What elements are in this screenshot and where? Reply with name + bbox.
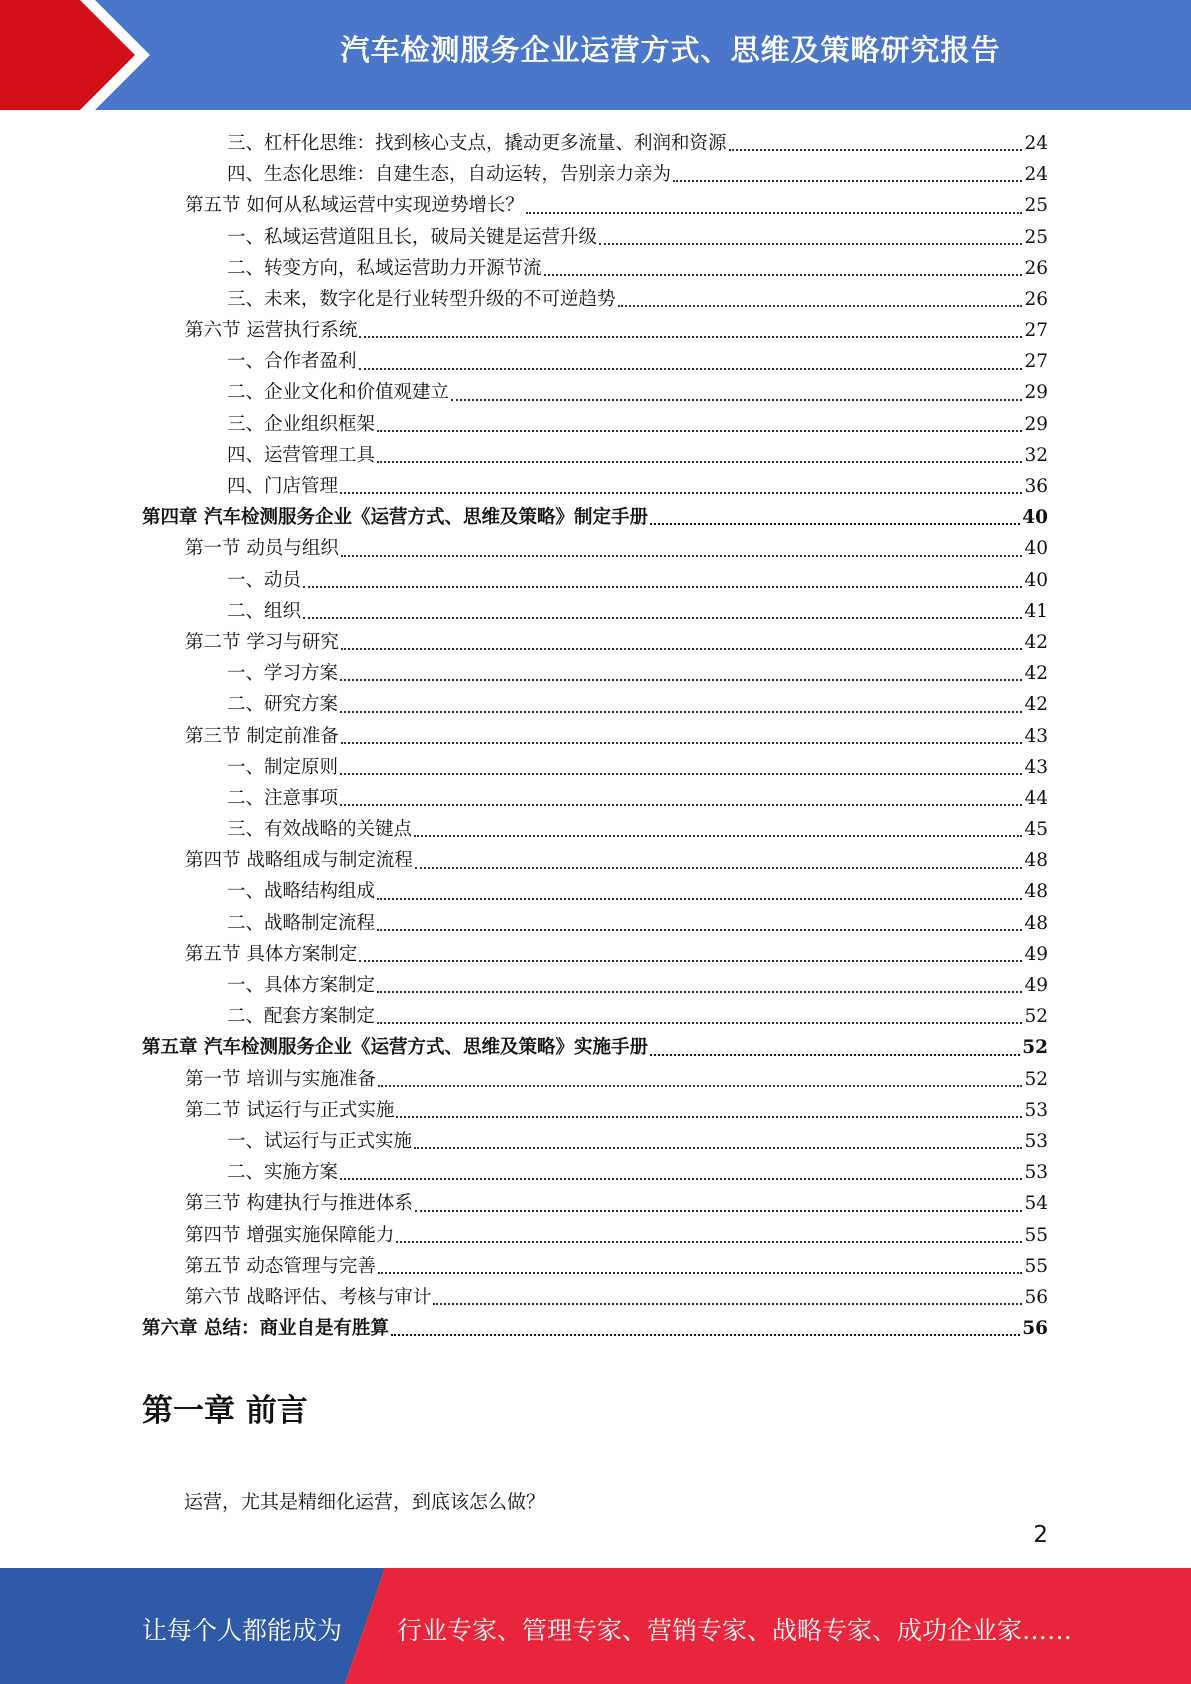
toc-chapter-entry[interactable]	[142, 1313, 1048, 1344]
toc-entry-title: 二、配套方案制定	[227, 1006, 376, 1028]
toc-entry-title: 第五节 如何从私域运营中实现逆势增长？	[185, 195, 524, 217]
toc-page-number: 27	[1024, 351, 1048, 373]
toc-subsection-entry[interactable]	[142, 128, 1048, 159]
toc-dot-leader	[359, 368, 1023, 370]
toc-dot-leader	[650, 523, 1020, 525]
toc-entry-title: 四、运营管理工具	[227, 444, 376, 466]
toc-page-number: 49	[1024, 943, 1048, 965]
toc-entry-title: 第六章 总结：商业自是有胜算	[142, 1318, 389, 1340]
toc-page-number: 56	[1024, 1286, 1048, 1308]
toc-dot-leader	[359, 336, 1022, 338]
toc-subsection-entry[interactable]	[142, 596, 1048, 627]
toc-subsection-entry[interactable]	[142, 877, 1048, 908]
toc-entry-title: 第三节 构建执行与推进体系	[185, 1193, 413, 1215]
toc-dot-leader	[396, 1116, 1022, 1118]
toc-page-number: 43	[1024, 756, 1048, 778]
footer-slogan-right: 行业专家、管理专家、营销专家、战略专家、成功企业家……	[397, 1616, 1073, 1645]
toc-section-entry[interactable]	[142, 627, 1048, 658]
toc-entry-title: 二、组织	[227, 600, 302, 622]
toc-dot-leader	[673, 180, 1022, 182]
toc-entry-title: 一、战略结构组成	[227, 881, 376, 903]
toc-dot-leader	[378, 1085, 1023, 1087]
chevron-arrow-icon	[0, 0, 160, 110]
toc-subsection-entry[interactable]	[142, 253, 1048, 284]
toc-chapter-entry[interactable]	[142, 502, 1048, 533]
toc-dot-leader	[341, 555, 1023, 557]
toc-page-number: 42	[1024, 694, 1048, 716]
toc-dot-leader	[340, 804, 1022, 806]
toc-page-number: 29	[1024, 382, 1048, 404]
toc-page-number: 40	[1022, 507, 1048, 529]
toc-section-entry[interactable]	[142, 1220, 1048, 1251]
toc-dot-leader	[303, 586, 1022, 588]
toc-dot-leader	[340, 1178, 1022, 1180]
toc-subsection-entry[interactable]	[142, 159, 1048, 190]
toc-subsection-entry[interactable]	[142, 346, 1048, 377]
toc-chapter-entry[interactable]	[142, 1032, 1048, 1063]
toc-subsection-entry[interactable]	[142, 440, 1048, 471]
toc-dot-leader	[650, 1054, 1020, 1056]
toc-dot-leader	[729, 149, 1023, 151]
toc-dot-leader	[415, 867, 1023, 869]
toc-section-entry[interactable]	[142, 1188, 1048, 1219]
toc-dot-leader	[378, 1272, 1023, 1274]
toc-entry-title: 三、企业组织框架	[227, 413, 376, 435]
toc-entry-title: 第六节 战略评估、考核与审计	[185, 1286, 432, 1308]
toc-entry-title: 一、具体方案制定	[227, 975, 376, 997]
toc-page-number: 53	[1024, 1130, 1048, 1152]
toc-entry-title: 第二节 学习与研究	[185, 631, 339, 653]
toc-dot-leader	[544, 274, 1023, 276]
toc-page-number: 25	[1024, 226, 1048, 248]
toc-entry-title: 第五章 汽车检测服务企业《运营方式、思维及策略》实施手册	[142, 1037, 648, 1059]
chapter-heading: 第一章 前言	[142, 1393, 308, 1429]
toc-page-number: 49	[1024, 975, 1048, 997]
toc-dot-leader	[377, 1022, 1022, 1024]
toc-subsection-entry[interactable]	[142, 1126, 1048, 1157]
toc-dot-leader	[396, 1241, 1022, 1243]
toc-entry-title: 第一节 培训与实施准备	[185, 1068, 376, 1090]
toc-section-entry[interactable]	[142, 845, 1048, 876]
document-title: 汽车检测服务企业运营方式、思维及策略研究报告	[340, 33, 1001, 67]
toc-page-number: 56	[1022, 1318, 1048, 1340]
toc-entry-title: 第五节 动态管理与完善	[185, 1255, 376, 1277]
toc-page-number: 52	[1024, 1006, 1048, 1028]
header-banner	[0, 0, 1191, 110]
toc-dot-leader	[618, 305, 1023, 307]
toc-subsection-entry[interactable]	[142, 908, 1048, 939]
toc-dot-leader	[340, 679, 1022, 681]
toc-entry-title: 三、有效战略的关键点	[227, 819, 413, 841]
toc-subsection-entry[interactable]	[142, 658, 1048, 689]
toc-entry-title: 一、制定原则	[227, 756, 339, 778]
toc-dot-leader	[340, 773, 1022, 775]
toc-page-number: 55	[1024, 1255, 1048, 1277]
toc-page-number: 40	[1024, 538, 1048, 560]
toc-page-number: 55	[1024, 1224, 1048, 1246]
toc-dot-leader	[377, 898, 1022, 900]
toc-section-entry[interactable]	[142, 721, 1048, 752]
toc-page-number: 48	[1024, 881, 1048, 903]
toc-subsection-entry[interactable]	[142, 284, 1048, 315]
toc-page-number: 26	[1024, 288, 1048, 310]
toc-section-entry[interactable]	[142, 533, 1048, 564]
toc-entry-title: 第五节 具体方案制定	[185, 943, 358, 965]
toc-page-number: 43	[1024, 725, 1048, 747]
toc-page-number: 44	[1024, 787, 1048, 809]
toc-dot-leader	[391, 1334, 1020, 1336]
toc-subsection-entry[interactable]	[142, 752, 1048, 783]
toc-subsection-entry[interactable]	[142, 1001, 1048, 1032]
toc-dot-leader	[303, 617, 1022, 619]
toc-subsection-entry[interactable]	[142, 783, 1048, 814]
toc-dot-leader	[414, 835, 1022, 837]
toc-section-entry[interactable]	[142, 939, 1048, 970]
toc-entry-title: 一、学习方案	[227, 663, 339, 685]
toc-page-number: 40	[1024, 569, 1048, 591]
toc-dot-leader	[526, 212, 1023, 214]
toc-entry-title: 第二节 试运行与正式实施	[185, 1099, 395, 1121]
toc-entry-title: 四、生态化思维：自建生态，自动运转，告别亲力亲为	[227, 164, 672, 186]
toc-dot-leader	[451, 399, 1022, 401]
toc-entry-title: 三、杠杆化思维：找到核心支点，撬动更多流量、利润和资源	[227, 132, 727, 154]
toc-dot-leader	[341, 742, 1023, 744]
toc-page-number: 53	[1024, 1162, 1048, 1184]
toc-entry-title: 第四节 战略组成与制定流程	[185, 850, 413, 872]
toc-page-number: 41	[1024, 600, 1048, 622]
toc-section-entry[interactable]	[142, 190, 1048, 221]
toc-dot-leader	[377, 430, 1022, 432]
toc-dot-leader	[359, 960, 1022, 962]
toc-page-number: 45	[1024, 819, 1048, 841]
toc-section-entry[interactable]	[142, 1282, 1048, 1313]
toc-dot-leader	[377, 461, 1022, 463]
toc-page-number: 42	[1024, 663, 1048, 685]
toc-dot-leader	[340, 492, 1022, 494]
toc-dot-leader	[377, 929, 1022, 931]
toc-entry-title: 四、门店管理	[227, 476, 339, 498]
toc-entry-title: 第三节 制定前准备	[185, 725, 339, 747]
toc-entry-title: 一、合作者盈利	[227, 351, 357, 373]
toc-entry-title: 二、研究方案	[227, 694, 339, 716]
toc-entry-title: 第四节 增强实施保障能力	[185, 1224, 395, 1246]
toc-page-number: 48	[1024, 912, 1048, 934]
toc-entry-title: 二、转变方向，私域运营助力开源节流	[227, 257, 542, 279]
toc-dot-leader	[414, 1147, 1022, 1149]
toc-section-entry[interactable]	[142, 315, 1048, 346]
toc-dot-leader	[377, 991, 1022, 993]
toc-entry-title: 三、未来，数字化是行业转型升级的不可逆趋势	[227, 288, 616, 310]
toc-entry-title: 二、企业文化和价值观建立	[227, 382, 450, 404]
toc-entry-title: 一、动员	[227, 569, 302, 591]
toc-dot-leader	[433, 1303, 1022, 1305]
toc-page-number: 26	[1024, 257, 1048, 279]
toc-subsection-entry[interactable]	[142, 409, 1048, 440]
toc-dot-leader	[341, 648, 1023, 650]
toc-entry-title: 第四章 汽车检测服务企业《运营方式、思维及策略》制定手册	[142, 507, 648, 529]
toc-page-number: 42	[1024, 631, 1048, 653]
toc-page-number: 27	[1024, 320, 1048, 342]
toc-page-number: 53	[1024, 1099, 1048, 1121]
toc-entry-title: 第六节 运营执行系统	[185, 320, 358, 342]
toc-subsection-entry[interactable]	[142, 378, 1048, 409]
toc-section-entry[interactable]	[142, 1251, 1048, 1282]
toc-section-entry[interactable]	[142, 1095, 1048, 1126]
toc-page-number: 48	[1024, 850, 1048, 872]
toc-page-number: 52	[1022, 1037, 1048, 1059]
toc-dot-leader	[340, 711, 1022, 713]
toc-page-number: 25	[1024, 195, 1048, 217]
toc-subsection-entry[interactable]	[142, 471, 1048, 502]
toc-entry-title: 二、实施方案	[227, 1162, 339, 1184]
toc-subsection-entry[interactable]	[142, 689, 1048, 720]
page-number: 2	[1033, 1522, 1048, 1548]
footer-banner	[0, 1568, 1191, 1684]
toc-dot-leader	[415, 1210, 1023, 1212]
toc-page-number: 29	[1024, 413, 1048, 435]
toc-entry-title: 一、私域运营道阻且长，破局关键是运营升级	[227, 226, 598, 248]
toc-dot-leader	[599, 243, 1022, 245]
toc-page-number: 32	[1024, 444, 1048, 466]
footer-slogan-left: 让每个人都能成为	[142, 1616, 343, 1645]
toc-section-entry[interactable]	[142, 1064, 1048, 1095]
toc-page-number: 54	[1024, 1193, 1048, 1215]
toc-entry-title: 一、试运行与正式实施	[227, 1130, 413, 1152]
toc-subsection-entry[interactable]	[142, 814, 1048, 845]
body-paragraph: 运营，尤其是精细化运营，到底该怎么做？	[184, 1491, 546, 1513]
toc-page-number: 24	[1024, 132, 1048, 154]
toc-page-number: 36	[1024, 476, 1048, 498]
toc-page-number: 52	[1024, 1068, 1048, 1090]
toc-subsection-entry[interactable]	[142, 1157, 1048, 1188]
toc-subsection-entry[interactable]	[142, 222, 1048, 253]
toc-entry-title: 二、注意事项	[227, 787, 339, 809]
table-of-contents	[142, 128, 1048, 1344]
toc-entry-title: 第一节 动员与组织	[185, 538, 339, 560]
toc-subsection-entry[interactable]	[142, 970, 1048, 1001]
toc-entry-title: 二、战略制定流程	[227, 912, 376, 934]
toc-page-number: 24	[1024, 164, 1048, 186]
toc-subsection-entry[interactable]	[142, 565, 1048, 596]
